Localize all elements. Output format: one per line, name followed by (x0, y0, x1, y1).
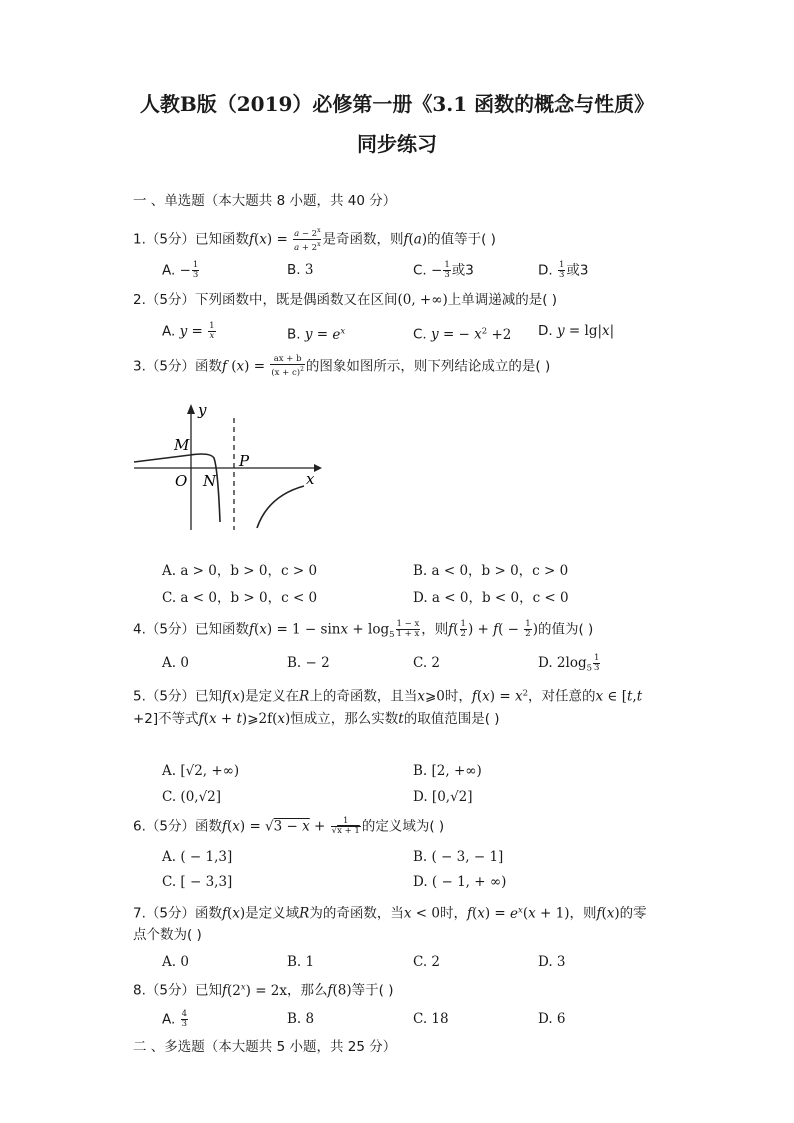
section-heading-single-choice: 一 、单选题（本大题共 8 小题，共 40 分） (133, 193, 397, 209)
question-number: 1. (133, 231, 146, 248)
label-M: M (174, 436, 190, 454)
q2-option-a[interactable]: A. y = $\frac{1}{x}$ (162, 321, 215, 341)
q4-option-c[interactable]: C. 2 (413, 655, 441, 671)
q1-option-b[interactable]: B. 3 (287, 262, 314, 278)
title-line-1: 人教B版（2019）必修第一册《3.1 函数的概念与性质》 (139, 92, 655, 116)
x-axis-arrow (314, 464, 322, 472)
label-N: N (203, 472, 217, 490)
q2-option-c[interactable]: C. y = − $x^2 +2$ (413, 326, 512, 343)
q7-option-c[interactable]: C. 2 (413, 954, 441, 970)
question-text: 已知函数 (194, 231, 249, 248)
q6-option-d[interactable]: D. ( − 1, + ∞) (413, 874, 507, 890)
label-x: x (306, 470, 315, 488)
points-tag: （5分） (145, 231, 195, 248)
question-8: 8.（5分）已知$f(2^x) = 2x$，那么f(8)等于( ) (133, 982, 394, 999)
q5-option-c[interactable]: C. (0,√2] (162, 789, 222, 805)
question-5: 5.（5分）已知f(x)是定义在R上的奇函数，且当x⩾0时，$f(x) = x^2$，对任意的x ∈ [t,t (133, 688, 643, 705)
question-text: 是奇函数，则 (322, 231, 404, 248)
q5-option-a[interactable]: A. [√2, +∞) (162, 763, 240, 779)
math-fx: f (248, 231, 254, 248)
q8-option-b[interactable]: B. 8 (287, 1011, 315, 1027)
q8-option-c[interactable]: C. 18 (413, 1011, 449, 1027)
q7-option-d[interactable]: D. 3 (538, 954, 566, 970)
question-1: 1.（5分）已知函数f(x) = $\frac{a - 2^x}{a + 2^x}$ 是奇函数，则f(a)的值等于( ) (133, 227, 496, 253)
q7-option-b[interactable]: B. 1 (287, 954, 315, 970)
question-7: 7.（5分）函数f(x)是定义域R为的奇函数，当x < 0时，$f(x) = e^x(x + 1)$，则f(x)的零 (133, 905, 647, 922)
q1-option-a[interactable]: A. − $\frac{1}{3}$ (162, 260, 199, 280)
q1-option-d[interactable]: D. $\frac{1}{3}$ 或3 (538, 260, 589, 280)
label-P: P (239, 452, 250, 470)
q5-option-b[interactable]: B. [2, +∞) (413, 763, 482, 779)
question-4: 4.（5分）已知函数$f(x) = 1 - \sin x + \log_5$ $\frac{1 - x}{1 + x}$ ，则f( $\frac{1}{2}$ ) + f( − $\frac{1}{2}$ )的值为( ) (133, 619, 594, 641)
q4-option-a[interactable]: A. 0 (162, 655, 189, 671)
q1-option-c[interactable]: C. − $\frac{1}{3}$ 或3 (413, 260, 474, 280)
q2-option-d[interactable]: D. y = lg|x| (538, 323, 615, 339)
q4-option-d[interactable]: D. $2\log_5$ $\frac{1}{3}$ (538, 653, 600, 674)
q3-option-a[interactable]: A. a > 0，b > 0，c > 0 (162, 563, 318, 579)
q4-option-b[interactable]: B. − 2 (287, 655, 330, 671)
title-line-2: 同步练习 (357, 132, 437, 156)
q3-option-b[interactable]: B. a < 0，b > 0，c > 0 (413, 563, 569, 579)
q3-option-c[interactable]: C. a < 0，b > 0，c < 0 (162, 590, 318, 606)
question-6: 6.（5分）函数$f(x) = √3 - \overline{x}$ + $\frac{1}{√x + 1}$ 的定义域为( ) (133, 816, 445, 836)
label-O: O (175, 472, 188, 490)
question-3: 3.（5分）函数f (x) = $\frac{ax + b}{(x + c)^2}$ 的图象如图所示，则下列结论成立的是( ) (133, 354, 551, 378)
question-5-line-2: +2]不等式f(x + t)⩾2f(x)恒成立，那么实数t的取值范围是( ) (133, 711, 500, 727)
right-branch-curve (257, 486, 304, 528)
section-heading-multi-choice: 二 、多选题（本大题共 5 小题，共 25 分） (133, 1039, 397, 1055)
question-7-line-2: 点个数为( ) (133, 927, 202, 943)
q6-option-c[interactable]: C. [ − 3,3] (162, 874, 233, 890)
label-y: y (198, 401, 207, 419)
q6-option-a[interactable]: A. ( − 1,3] (162, 849, 233, 865)
q3-option-d[interactable]: D. a < 0，b < 0，c < 0 (413, 590, 569, 606)
question-text: 的值等于( ) (427, 231, 496, 248)
q2-option-b[interactable]: B. $y = e^x$ (287, 326, 346, 343)
y-axis-arrow (187, 404, 195, 414)
function-graph (130, 400, 330, 540)
q8-option-a[interactable]: A. $\frac{4}{3}$ (162, 1009, 188, 1029)
q7-option-a[interactable]: A. 0 (162, 954, 189, 970)
math-fraction: $\frac{a - 2^x}{a + 2^x}$ (294, 227, 321, 253)
q8-option-d[interactable]: D. 6 (538, 1011, 566, 1027)
question-2: 2.（5分）下列函数中，既是偶函数又在区间(0, +∞)上单调递减的是( ) (133, 292, 558, 308)
q6-option-b[interactable]: B. ( − 3, − 1] (413, 849, 504, 865)
q5-option-d[interactable]: D. [0,√2] (413, 789, 473, 805)
